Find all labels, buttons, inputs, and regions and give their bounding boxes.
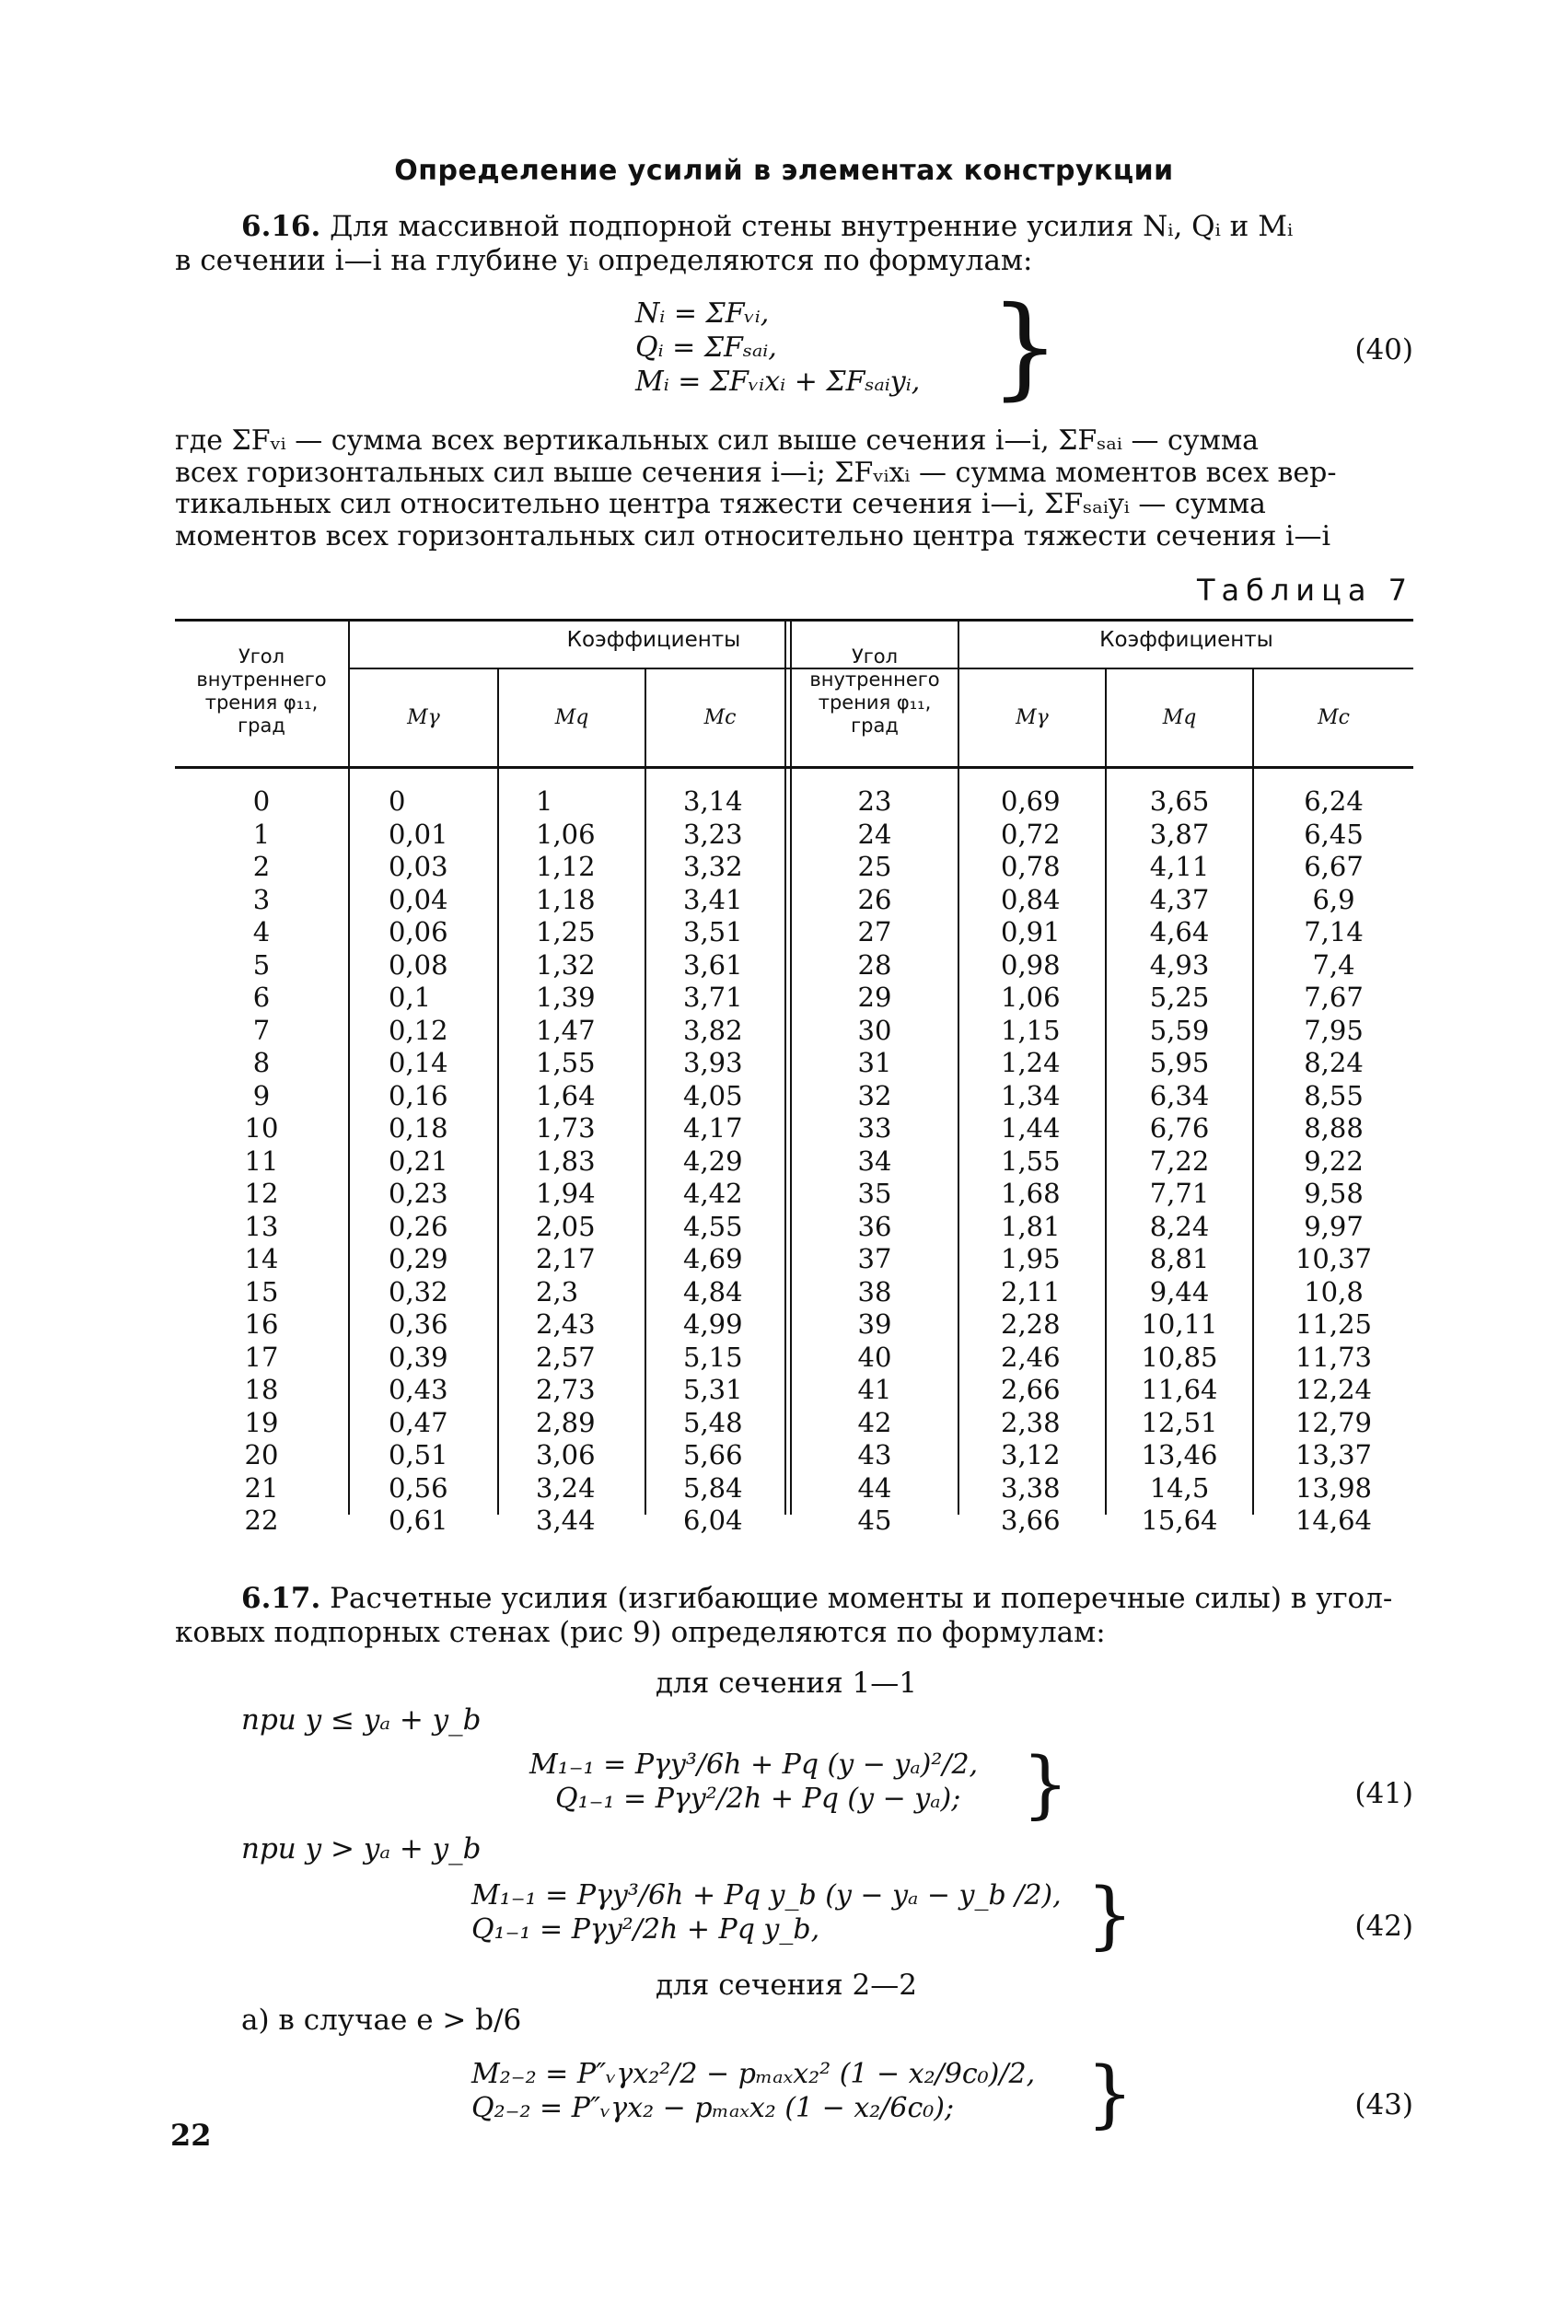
table-cell: 1,55	[1001, 1145, 1061, 1177]
table-cell: 0,18	[389, 1112, 448, 1144]
table-cell: 13	[244, 1210, 279, 1242]
table-cell: 0,12	[389, 1014, 448, 1046]
paragraph-text: Расчетные усилия (изгибающие моменты и поперечные силы) в угол-	[330, 1582, 1393, 1615]
formula-line: Mᵢ = ΣFᵥᵢxᵢ + ΣFₛₐᵢyᵢ,	[635, 366, 921, 398]
formula-line: Q₂₋₂ = P″ᵥγx₂ − pₘₐₓx₂ (1 − x₂/6c₀);	[471, 2092, 955, 2124]
table-cell: 29	[857, 982, 892, 1013]
table-cell: 5,95	[1149, 1047, 1210, 1078]
table-cell: 11	[244, 1145, 279, 1177]
table-7	[175, 619, 1413, 1536]
table-cell: 3,14	[683, 785, 743, 817]
table-cell: 0,43	[389, 1374, 448, 1405]
table-cell: 3,32	[683, 851, 743, 882]
right-brace: }	[1086, 1872, 1133, 1958]
formula-line: M₁₋₁ = Pγy³/6h + Pq y_b (y − yₐ − y_b /2),	[471, 1879, 1062, 1911]
table-cell: 0,78	[1001, 851, 1061, 882]
table-cell: 23	[857, 785, 892, 817]
table-cell: 1,32	[536, 948, 596, 981]
table-cell: 5,31	[683, 1374, 743, 1405]
table-cell: 42	[857, 1406, 892, 1438]
table-cell: 0,69	[1001, 785, 1061, 817]
right-brace: }	[1086, 2051, 1133, 2136]
condition-2: при y > yₐ + y_b	[241, 1832, 482, 1865]
table-cell: 45	[857, 1505, 892, 1536]
col-header-my: Mγ	[407, 706, 440, 729]
table-cell: 2,57	[536, 1341, 596, 1373]
table-cell: 11,73	[1295, 1341, 1373, 1373]
table-cell: 8,55	[1304, 1079, 1364, 1111]
table-cell: 0,32	[389, 1275, 448, 1307]
formula-line: M₁₋₁ = Pγy³/6h + Pq (y − yₐ)²/2,	[529, 1749, 979, 1781]
table-cell: 2,11	[1001, 1275, 1061, 1307]
table-cell: 43	[857, 1439, 892, 1470]
equation-number: (42)	[1354, 1910, 1413, 1943]
col-header-mc-right: Mc	[1318, 706, 1350, 729]
table-cell: 9	[252, 1079, 271, 1111]
table-cell: 2,28	[1001, 1308, 1061, 1340]
table-cell: 0,39	[389, 1341, 448, 1373]
paragraph-where	[175, 425, 1413, 552]
table-cell: 34	[857, 1145, 892, 1177]
table-cell: 8,24	[1304, 1047, 1364, 1078]
table-cell: 36	[857, 1210, 892, 1242]
table-cell: 1,68	[1001, 1178, 1061, 1209]
angle-header-right: Угол внутреннего трения φ₁₁, град	[809, 645, 940, 737]
table-cell: 14	[244, 1243, 279, 1274]
coefficients-header-right: Коэффициенты	[1099, 628, 1273, 652]
formula-42	[471, 1878, 1062, 1946]
table-cell: 19	[244, 1406, 279, 1438]
formula-line: Nᵢ = ΣFᵥᵢ,	[635, 297, 770, 330]
table-cell: 0,51	[389, 1439, 448, 1470]
column-mc-left	[683, 785, 783, 1538]
table-cell: 1,06	[1001, 982, 1061, 1013]
table-cell: 0,14	[389, 1047, 448, 1078]
table-cell: 4,69	[683, 1243, 743, 1274]
table-cell: 6,24	[1304, 785, 1364, 817]
table-cell: 30	[857, 1014, 892, 1046]
table-cell: 38	[857, 1275, 892, 1307]
table-cell: 3,93	[683, 1047, 743, 1078]
table-cell: 0,84	[1001, 883, 1061, 915]
table-cell: 1,15	[1001, 1014, 1061, 1046]
table-header	[175, 622, 1413, 769]
table-cell: 5,15	[683, 1341, 743, 1373]
table-cell: 2,43	[536, 1308, 596, 1340]
table-cell: 8,24	[1149, 1210, 1210, 1242]
paragraph-number: 6.16.	[241, 210, 321, 243]
paragraph-text: где ΣFᵥᵢ — сумма всех вертикальных сил выше сечения i—i, ΣFₛₐᵢ — сумма	[175, 424, 1260, 457]
table-cell: 1,83	[536, 1145, 596, 1177]
table-cell: 7	[252, 1014, 271, 1046]
formula-40	[635, 296, 920, 399]
table-cell: 3,61	[683, 948, 743, 981]
table-cell: 2,66	[1001, 1374, 1061, 1405]
table-cell: 18	[244, 1374, 279, 1405]
table-cell: 0,04	[389, 883, 448, 915]
table-cell: 22	[244, 1505, 279, 1536]
table-cell: 7,4	[1312, 948, 1355, 981]
paragraph-number: 6.17.	[241, 1582, 321, 1615]
table-cell: 12	[244, 1178, 279, 1209]
table-cell: 5,25	[1149, 982, 1210, 1013]
table-cell: 4,93	[1149, 948, 1210, 981]
table-cell: 0,26	[389, 1210, 448, 1242]
table-cell: 5,84	[683, 1471, 743, 1504]
table-cell: 0,16	[389, 1079, 448, 1111]
case-a: а) в случае e > b/6	[241, 2004, 522, 2037]
table-cell: 0,06	[389, 916, 448, 947]
table-cell: 7,95	[1304, 1014, 1364, 1046]
col-header-mq: Mq	[554, 706, 589, 729]
column-angle-right	[792, 785, 958, 1538]
table-cell: 3	[252, 883, 271, 915]
table-cell: 0,03	[389, 851, 448, 882]
table-cell: 13,98	[1295, 1471, 1373, 1504]
table-cell: 28	[857, 948, 892, 981]
table-cell: 2,38	[1001, 1406, 1061, 1438]
table-cell: 4	[252, 916, 271, 947]
table-cell: 1,34	[1001, 1079, 1061, 1111]
table-cell: 2,73	[536, 1374, 596, 1405]
table-cell: 6,34	[1149, 1079, 1210, 1111]
section-2-2-caption: для сечения 2—2	[656, 1969, 917, 2002]
table-cell: 15	[244, 1275, 279, 1307]
column-angle-left	[175, 785, 348, 1538]
condition-1: при y ≤ yₐ + y_b	[241, 1703, 482, 1737]
table-cell: 1,39	[536, 982, 596, 1013]
table-cell: 9,97	[1304, 1210, 1364, 1242]
table-cell: 4,99	[683, 1308, 743, 1340]
table-cell: 6,45	[1304, 818, 1364, 850]
table-cell: 31	[857, 1047, 892, 1078]
table-cell: 10	[244, 1112, 279, 1144]
table-cell: 0,47	[389, 1406, 448, 1438]
table-cell: 1,06	[536, 818, 596, 850]
table-cell: 5,48	[683, 1406, 743, 1438]
table-cell: 1,18	[536, 883, 596, 915]
table-cell: 6,76	[1149, 1112, 1210, 1144]
table-cell: 1,94	[536, 1178, 596, 1209]
table-cell: 12,79	[1295, 1406, 1373, 1438]
table-cell: 8	[252, 1047, 271, 1078]
table-cell: 6,04	[683, 1505, 743, 1536]
table-cell: 10,11	[1141, 1308, 1218, 1340]
paragraph-text: Для массивной подпорной стены внутренние усилия Nᵢ, Qᵢ и Mᵢ	[330, 210, 1294, 243]
table-cell: 7,14	[1304, 916, 1364, 947]
table-cell: 0,72	[1001, 818, 1061, 850]
table-cell: 0,01	[389, 818, 448, 850]
formula-line: Q₁₋₁ = Pγy²/2h + Pq (y − yₐ);	[555, 1783, 961, 1815]
table-cell: 27	[857, 916, 892, 947]
table-cell: 40	[857, 1341, 892, 1373]
table-cell: 4,64	[1149, 916, 1210, 947]
table-cell: 13,46	[1141, 1439, 1218, 1470]
table-cell: 44	[857, 1471, 892, 1504]
column-mc-right	[1254, 785, 1413, 1538]
table-cell: 3,51	[683, 916, 743, 947]
table-cell: 4,37	[1149, 883, 1210, 915]
table-cell: 1,44	[1001, 1112, 1061, 1144]
paragraph-6-17	[175, 1582, 1413, 1650]
table-cell: 2,3	[536, 1275, 579, 1307]
formula-41	[529, 1748, 978, 1816]
table-cell: 24	[857, 818, 892, 850]
table-cell: 3,38	[1001, 1471, 1061, 1504]
table-cell: 1,12	[536, 851, 596, 882]
table-cell: 5,59	[1149, 1014, 1210, 1046]
column-my-left	[389, 785, 497, 1538]
equation-number: (41)	[1354, 1777, 1413, 1810]
table-cell: 3,23	[683, 818, 743, 850]
table-cell: 4,55	[683, 1210, 743, 1242]
col-header-mq-right: Mq	[1162, 706, 1197, 729]
table-cell: 11,64	[1141, 1374, 1218, 1405]
table-cell: 1,81	[1001, 1210, 1061, 1242]
paragraph-text: всех горизонтальных сил выше сечения i—i; ΣFᵥᵢxᵢ — сумма моментов всех вер-	[175, 456, 1337, 489]
table-cell: 16	[244, 1308, 279, 1340]
table-cell: 3,87	[1149, 818, 1210, 850]
paragraph-text: ковых подпорных стенах (рис 9) определяются по формулам:	[175, 1616, 1106, 1649]
table-cell: 0,98	[1001, 948, 1061, 981]
table-cell: 11,25	[1295, 1308, 1373, 1340]
table-cell: 1,64	[536, 1079, 596, 1111]
table-cell: 15,64	[1141, 1505, 1218, 1536]
table-cell: 14,5	[1149, 1471, 1210, 1504]
table-cell: 26	[857, 883, 892, 915]
table-cell: 2,89	[536, 1406, 596, 1438]
table-cell: 4,05	[683, 1079, 743, 1111]
section-1-1-caption: для сечения 1—1	[656, 1667, 917, 1700]
right-brace: }	[990, 284, 1061, 412]
coefficients-header: Коэффициенты	[566, 628, 741, 652]
table-cell: 4,17	[683, 1112, 743, 1144]
formula-line: M₂₋₂ = P″ᵥγx₂²/2 − pₘₐₓx₂² (1 − x₂/9c₀)/2,	[471, 2058, 1036, 2090]
table-cell: 3,24	[536, 1471, 596, 1504]
table-cell: 0,1	[389, 982, 432, 1013]
table-cell: 0	[389, 785, 406, 817]
table-cell: 1,25	[536, 916, 596, 947]
table-cell: 2,05	[536, 1210, 596, 1242]
table-cell: 0,29	[389, 1243, 448, 1274]
table-cell: 0,21	[389, 1145, 448, 1177]
paragraph-6-16	[175, 210, 1413, 278]
table-cell: 1,24	[1001, 1047, 1061, 1078]
table-cell: 0,61	[389, 1505, 448, 1536]
table-cell: 32	[857, 1079, 892, 1111]
table-cell: 17	[244, 1341, 279, 1373]
formula-line: Qᵢ = ΣFₛₐᵢ,	[635, 331, 777, 364]
equation-number: (40)	[1354, 333, 1413, 366]
table-caption: Таблица 7	[1196, 573, 1413, 608]
col-header-mc: Mc	[703, 706, 737, 729]
table-cell: 9,44	[1149, 1275, 1210, 1307]
table-cell: 4,84	[683, 1275, 743, 1307]
table-cell: 10,8	[1304, 1275, 1364, 1307]
table-cell: 0,36	[389, 1308, 448, 1340]
table-cell: 5	[252, 948, 271, 981]
table-cell: 4,42	[683, 1178, 743, 1209]
table-cell: 6,9	[1312, 883, 1355, 915]
table-cell: 1,95	[1001, 1243, 1061, 1274]
table-cell: 0,56	[389, 1471, 448, 1504]
table-cell: 20	[244, 1439, 279, 1470]
formula-43	[471, 2057, 1035, 2125]
table-cell: 6,67	[1304, 851, 1364, 882]
table-cell: 0,23	[389, 1178, 448, 1209]
table-cell: 5,66	[683, 1439, 743, 1470]
table-cell: 3,66	[1001, 1505, 1061, 1536]
table-cell: 1,55	[536, 1047, 596, 1078]
table-cell: 1,47	[536, 1014, 596, 1046]
equation-number: (43)	[1354, 2088, 1413, 2121]
table-cell: 8,88	[1304, 1112, 1364, 1144]
column-mq-right	[1107, 785, 1252, 1538]
table-cell: 37	[857, 1243, 892, 1274]
angle-header: Угол внутреннего трения φ₁₁, град	[196, 645, 327, 737]
table-cell: 12,51	[1141, 1406, 1218, 1438]
table-cell: 6	[252, 982, 271, 1013]
table-cell: 41	[857, 1374, 892, 1405]
table-cell: 9,58	[1304, 1178, 1364, 1209]
table-cell: 1	[536, 785, 553, 817]
table-cell: 2	[252, 851, 271, 882]
table-cell: 10,85	[1141, 1341, 1218, 1373]
table-cell: 8,81	[1149, 1243, 1210, 1274]
table-cell: 10,37	[1295, 1243, 1373, 1274]
column-mq-left	[536, 785, 645, 1538]
table-cell: 1,73	[536, 1112, 596, 1144]
table-cell: 0,08	[389, 948, 448, 981]
table-cell: 3,41	[683, 883, 743, 915]
table-cell: 9,22	[1304, 1145, 1364, 1177]
table-cell: 21	[244, 1471, 279, 1504]
section-heading: Определение усилий в элементах конструкции	[394, 155, 1174, 187]
col-header-my-right: Mγ	[1016, 706, 1049, 729]
table-cell: 2,17	[536, 1243, 596, 1274]
table-cell: 7,67	[1304, 982, 1364, 1013]
table-cell: 1	[252, 818, 271, 850]
column-my-right	[1001, 785, 1105, 1538]
formula-line: Q₁₋₁ = Pγy²/2h + Pq y_b,	[471, 1913, 820, 1946]
table-cell: 7,22	[1149, 1145, 1210, 1177]
table-cell: 14,64	[1295, 1505, 1373, 1536]
table-cell: 0	[252, 785, 271, 817]
table-cell: 3,65	[1149, 785, 1210, 817]
right-brace: }	[1022, 1741, 1069, 1827]
table-cell: 39	[857, 1308, 892, 1340]
table-cell: 3,71	[683, 982, 743, 1013]
paragraph-text: моментов всех горизонтальных сил относительно центра тяжести сечения i—i	[175, 519, 1331, 552]
table-body	[175, 769, 1413, 1536]
page-number: 22	[170, 2118, 212, 2153]
table-cell: 3,12	[1001, 1439, 1061, 1470]
table-cell: 35	[857, 1178, 892, 1209]
table-cell: 7,71	[1149, 1178, 1210, 1209]
paragraph-text: в сечении i—i на глубине yᵢ определяются по формулам:	[175, 244, 1033, 277]
table-cell: 2,46	[1001, 1341, 1061, 1373]
table-cell: 13,37	[1295, 1439, 1373, 1470]
table-cell: 3,06	[536, 1439, 596, 1470]
table-cell: 4,11	[1149, 851, 1210, 882]
table-cell: 33	[857, 1112, 892, 1144]
table-cell: 4,29	[683, 1145, 743, 1177]
table-cell: 0,91	[1001, 916, 1061, 947]
table-cell: 12,24	[1295, 1374, 1373, 1405]
paragraph-text: тикальных сил относительно центра тяжести сечения i—i, ΣFₛₐᵢyᵢ — сумма	[175, 488, 1266, 520]
table-cell: 3,44	[536, 1505, 596, 1536]
table-cell: 3,82	[683, 1014, 743, 1046]
table-cell: 25	[857, 851, 892, 882]
